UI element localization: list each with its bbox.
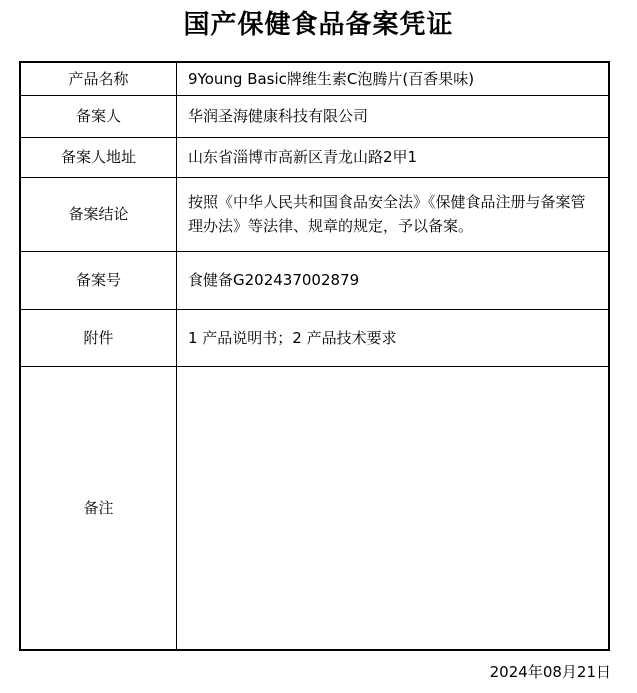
document-title: 国产保健食品备案凭证 (183, 10, 454, 40)
label-registrant: 备案人 (20, 95, 177, 137)
value-registrant-address: 山东省淄博市高新区青龙山路2甲1 (177, 137, 610, 177)
value-registrant: 华润圣海健康科技有限公司 (177, 95, 610, 137)
table-row-registrant-address (20, 137, 609, 177)
value-record-number: 食健备G202437002879 (177, 251, 610, 309)
table-row-registrant (20, 95, 609, 137)
table-row-product-name (20, 62, 609, 95)
value-conclusion: 按照《中华人民共和国食品安全法》《保健食品注册与备案管理办法》等法律、规章的规定，予以备案。 (177, 177, 610, 251)
table-row-attachments (20, 309, 609, 366)
issue-date: 2024年08月21日 (489, 663, 611, 681)
value-remarks (177, 366, 610, 650)
record-table (19, 61, 610, 651)
label-registrant-address: 备案人地址 (20, 137, 177, 177)
label-product-name: 产品名称 (20, 62, 177, 95)
table-row-record-number (20, 251, 609, 309)
table-row-remarks (20, 366, 609, 650)
value-attachments: 1 产品说明书；2 产品技术要求 (177, 309, 610, 366)
label-conclusion: 备案结论 (20, 177, 177, 251)
label-record-number: 备案号 (20, 251, 177, 309)
label-attachments: 附件 (20, 309, 177, 366)
label-remarks: 备注 (20, 366, 177, 650)
table-row-conclusion (20, 177, 609, 251)
value-product-name: 9Young Basic牌维生素C泡腾片(百香果味) (177, 62, 610, 95)
